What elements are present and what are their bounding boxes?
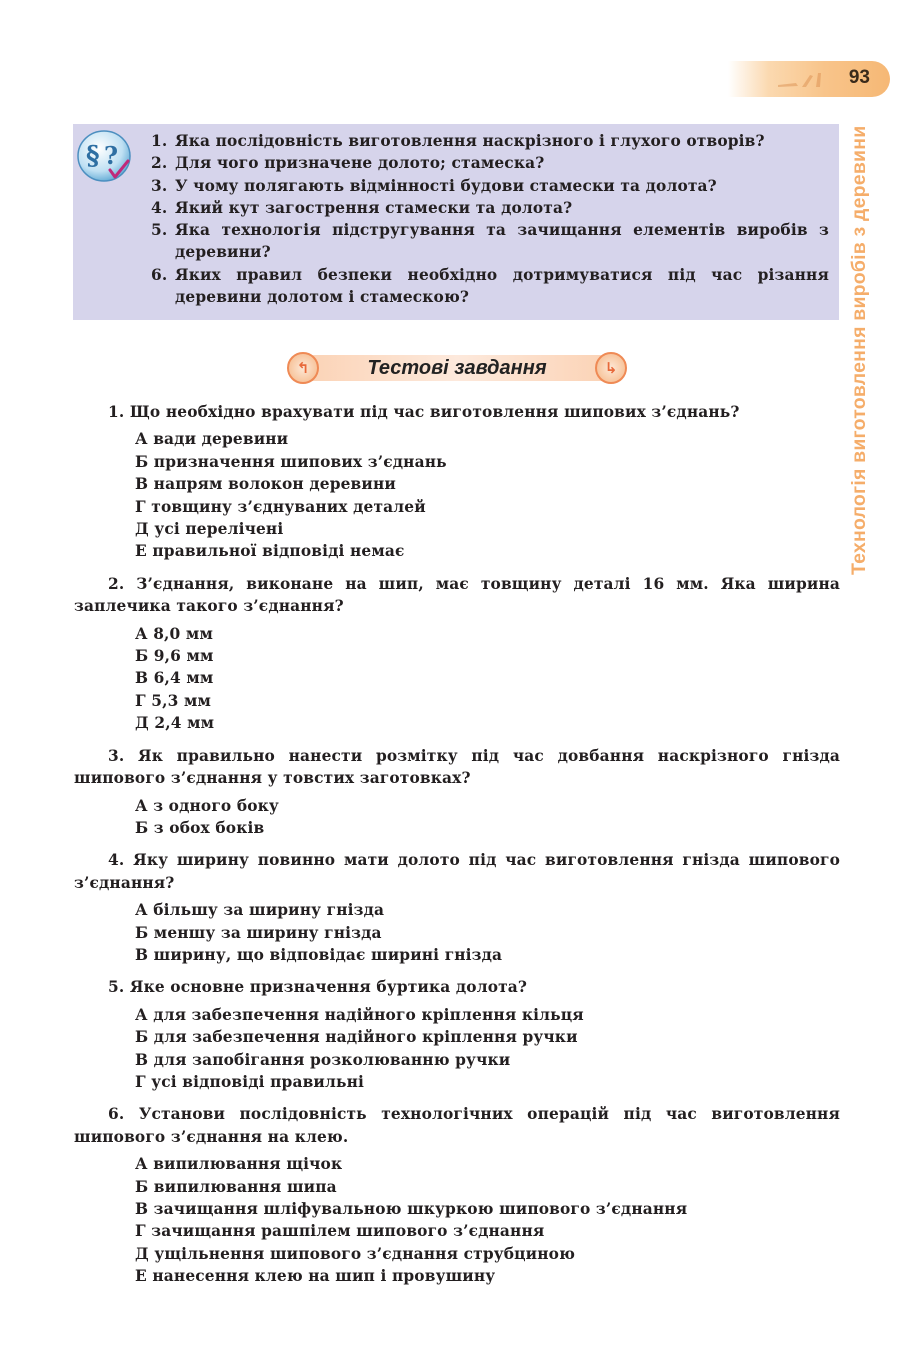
- review-question: [151, 175, 829, 197]
- answer-option: Д ущільнення шипового з’єднання струбциною: [135, 1244, 575, 1263]
- review-question: [151, 152, 829, 174]
- question-text: У чому полягають відмінності будови стамески та долота?: [175, 176, 717, 195]
- test-item: [74, 976, 840, 1093]
- review-question: [151, 197, 829, 219]
- arrow-right-icon: ↳: [595, 352, 627, 384]
- answer-option: Г товщину з’єднуваних деталей: [135, 497, 426, 516]
- test-question: 3. Як правильно нанести розмітку під час довбання наскрізного гнізда шипового з’єднання у товстих заготовках?: [74, 746, 840, 788]
- answer-option: В 6,4 мм: [135, 669, 214, 688]
- answer-option: А з одного боку: [135, 796, 279, 815]
- answer-option: Г усі відповіді правильні: [135, 1072, 365, 1091]
- test-question: 1. Що необхідно врахувати під час виготовлення шипових з’єднань?: [108, 403, 740, 421]
- answer-option: Г 5,3 мм: [135, 691, 212, 710]
- answer-options: [74, 1153, 840, 1287]
- answer-options: [74, 795, 840, 840]
- review-question: [151, 130, 829, 152]
- answer-option: А для забезпечення надійного кріплення кільця: [135, 1005, 584, 1024]
- answer-options: [74, 623, 840, 735]
- paragraph-question-icon: [76, 128, 134, 186]
- answer-option: Б з обох боків: [135, 818, 265, 837]
- test-item: [74, 401, 840, 563]
- test-item: [74, 573, 840, 735]
- side-chapter-title: Технологія виготовлення виробів з деревини: [848, 125, 870, 575]
- test-question: 5. Яке основне призначення буртика долота?: [108, 978, 528, 997]
- page-number-tab: [728, 61, 890, 97]
- answer-option: А випилювання щічок: [135, 1155, 343, 1174]
- answer-option: В ширину, що відповідає ширині гнізда: [135, 945, 503, 964]
- answer-options: [74, 1004, 840, 1094]
- question-text: Яких правил безпеки необхідно дотримуватися під час різання деревини долотом і стамескою?: [175, 265, 829, 307]
- question-number: 4.: [151, 198, 168, 217]
- test-question: 6. Установи послідовність технологічних операцій під час виготовлення шипового з’єднання на клею.: [74, 1105, 840, 1146]
- answer-option: Б 9,6 мм: [135, 647, 214, 666]
- answer-options: [74, 899, 840, 966]
- answer-option: Б призначення шипових з’єднань: [135, 452, 447, 471]
- svg-text:?: ?: [104, 141, 119, 170]
- question-number: 2.: [151, 154, 168, 173]
- question-number: 5.: [151, 221, 168, 240]
- answer-option: Е нанесення клею на шип і провушину: [135, 1267, 496, 1286]
- question-number: 3.: [151, 176, 168, 195]
- answer-option: Б для забезпечення надійного кріплення ручки: [135, 1028, 578, 1047]
- test-tasks: [74, 401, 840, 1298]
- question-number: 1.: [151, 132, 168, 150]
- answer-option: А вади деревини: [135, 430, 289, 449]
- test-item: [74, 849, 840, 966]
- answer-option: В для запобігання розколюванню ручки: [135, 1050, 511, 1069]
- question-text: Для чого призначене долото; стамеска?: [175, 154, 545, 173]
- answer-options: [74, 428, 840, 562]
- answer-option: В напрям волокон деревини: [135, 475, 396, 494]
- answer-option: Д 2,4 мм: [135, 714, 215, 733]
- test-question: 2. З’єднання, виконане на шип, має товщину деталі 16 мм. Яка ширина заплечика такого з’єднання?: [74, 574, 840, 616]
- question-text: Яка послідовність виготовлення наскрізного і глухого отворів?: [175, 132, 765, 150]
- review-questions-box: [73, 124, 839, 320]
- section-heading: [287, 352, 627, 386]
- answer-option: Б випилювання шипа: [135, 1177, 337, 1196]
- tools-decoration-icon: [776, 71, 830, 89]
- answer-option: Г зачищання рашпілем шипового з’єднання: [135, 1222, 545, 1241]
- arrow-left-icon: ↰: [287, 352, 319, 384]
- test-question: 4. Яку ширину повинно мати долото під час виготовлення гнізда шипового з’єднання?: [74, 851, 840, 892]
- review-question: [151, 264, 829, 309]
- svg-text:§: §: [86, 141, 100, 171]
- answer-option: А більшу за ширину гнізда: [135, 901, 385, 920]
- question-text: Яка технологія підстругування та зачищання елементів виробів з деревини?: [175, 221, 829, 262]
- page-number: 93: [848, 67, 870, 88]
- test-item: [74, 745, 840, 840]
- answer-option: Е правильної відповіді немає: [135, 542, 405, 561]
- question-number: 6.: [151, 265, 168, 284]
- answer-option: В зачищання шліфувальною шкуркою шипового з’єднання: [135, 1200, 688, 1218]
- answer-option: Б меншу за ширину гнізда: [135, 923, 382, 942]
- test-item: [74, 1103, 840, 1287]
- section-title: Тестові завдання: [367, 357, 547, 379]
- answer-option: Д усі перелічені: [135, 520, 284, 539]
- question-text: Який кут загострення стамески та долота?: [175, 198, 573, 217]
- review-questions-list: [151, 130, 829, 308]
- answer-option: А 8,0 мм: [135, 624, 213, 643]
- review-question: [151, 219, 829, 264]
